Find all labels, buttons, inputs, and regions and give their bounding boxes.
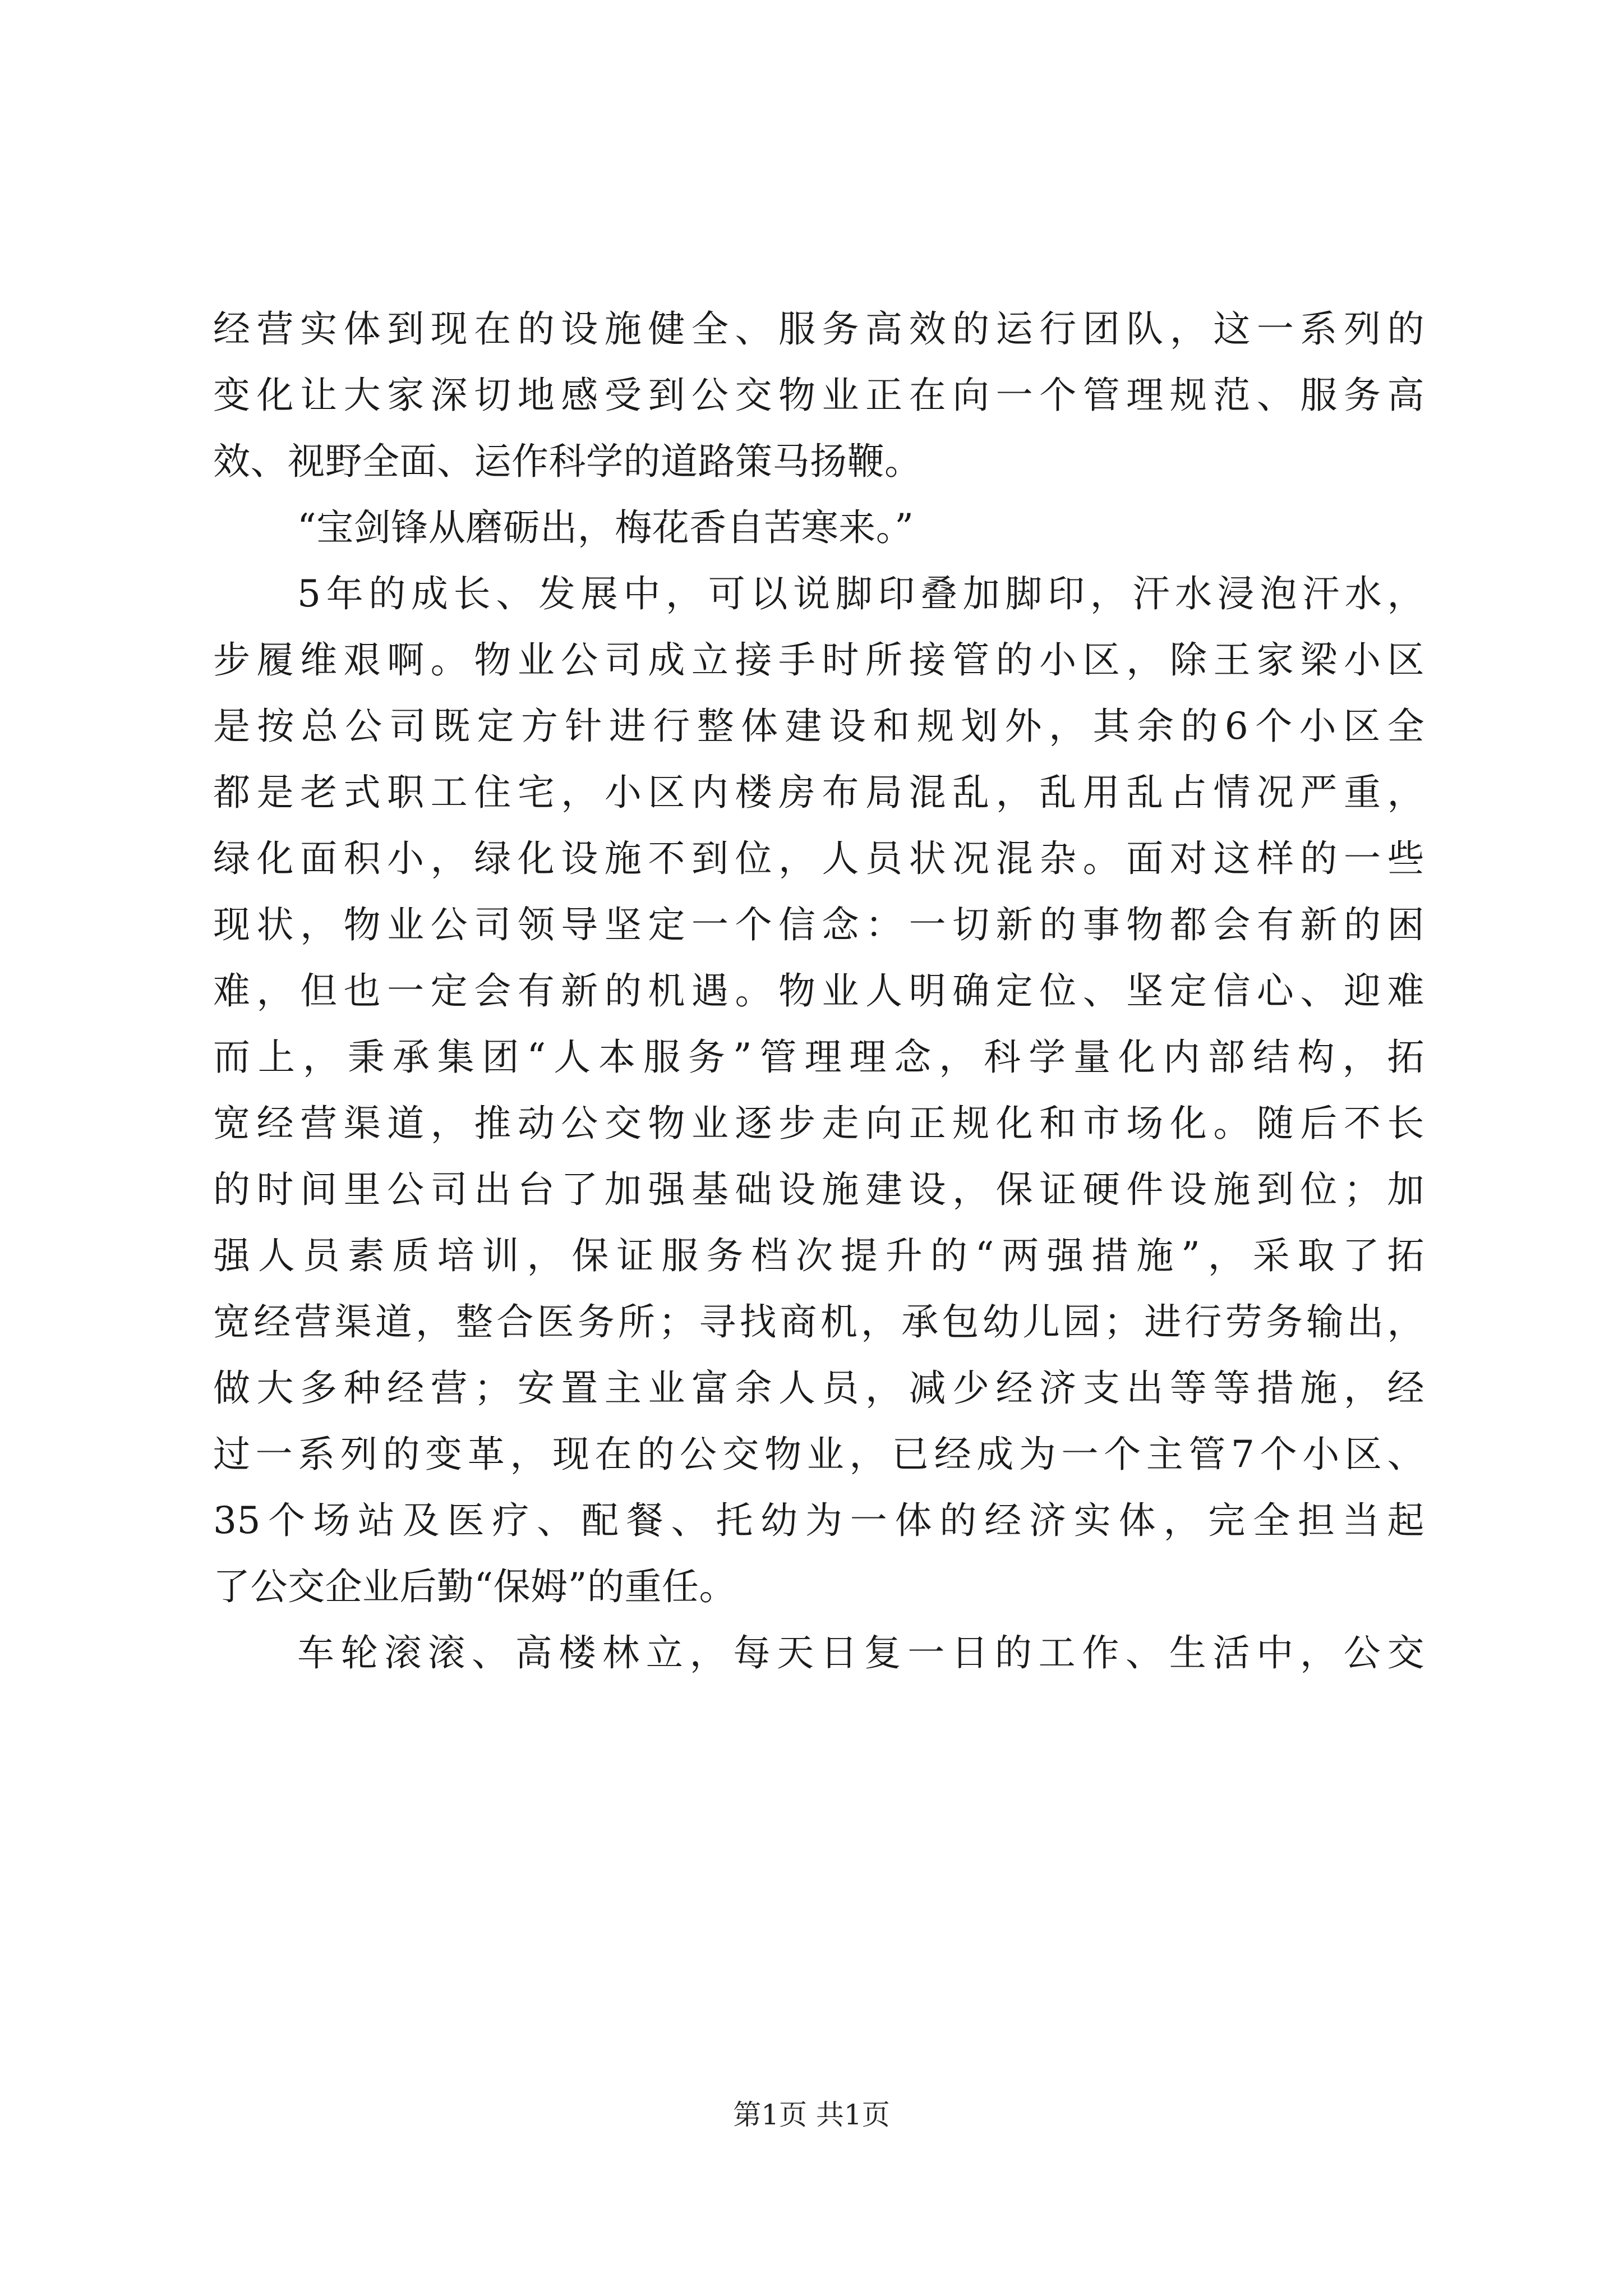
text-line: 5年的成长、发展中，可以说脚印叠加脚印，汗水浸泡汗水，	[297, 572, 1424, 615]
body-text	[213, 296, 1424, 1686]
text-line: 步履维艰啊。物业公司成立接手时所接管的小区，除王家梁小区	[213, 638, 1424, 682]
text-line: 而上，秉承集团“人本服务”管理理念，科学量化内部结构，拓	[213, 1036, 1424, 1079]
text-line: 是按总公司既定方针进行整体建设和规划外，其余的6个小区全	[213, 705, 1424, 748]
text-line: 绿化面积小，绿化设施不到位，人员状况混杂。面对这样的一些	[213, 837, 1424, 880]
text-line: 过一系列的变革，现在的公交物业，已经成为一个主管7个小区、	[213, 1433, 1424, 1476]
text-line: 宽经营渠道，推动公交物业逐步走向正规化和市场化。随后不长	[213, 1102, 1424, 1145]
text-line: 经营实体到现在的设施健全、服务高效的运行团队，这一系列的	[213, 307, 1424, 351]
text-line: 车轮滚滚、高楼林立，每天日复一日的工作、生活中，公交	[297, 1631, 1424, 1674]
text-line: 了公交企业后勤“保姆”的重任。	[213, 1565, 736, 1608]
text-line: 变化让大家深切地感受到公交物业正在向一个管理规范、服务高	[213, 374, 1424, 417]
text-line: 难，但也一定会有新的机遇。物业人明确定位、坚定信心、迎难	[213, 969, 1424, 1013]
text-line: 做大多种经营；安置主业富余人员，减少经济支出等等措施，经	[213, 1366, 1424, 1410]
text-line: 效、视野全面、运作科学的道路策马扬鞭。	[213, 440, 922, 483]
text-line: 的时间里公司出台了加强基础设施建设，保证硬件设施到位；加	[213, 1168, 1424, 1211]
text-line: “宝剑锋从磨砺出，梅花香自苦寒来。”	[297, 506, 914, 549]
text-line: 35个场站及医疗、配餐、托幼为一体的经济实体，完全担当起	[213, 1499, 1424, 1542]
text-line: 都是老式职工住宅，小区内楼房布局混乱，乱用乱占情况严重，	[213, 771, 1424, 814]
text-line: 宽经营渠道，整合医务所；寻找商机，承包幼儿园；进行劳务输出，	[213, 1300, 1424, 1343]
page-footer: 第1页 共1页	[733, 2099, 890, 2131]
text-line: 强人员素质培训，保证服务档次提升的“两强措施”，采取了拓	[213, 1234, 1424, 1277]
text-line: 现状，物业公司领导坚定一个信念：一切新的事物都会有新的困	[213, 903, 1424, 946]
